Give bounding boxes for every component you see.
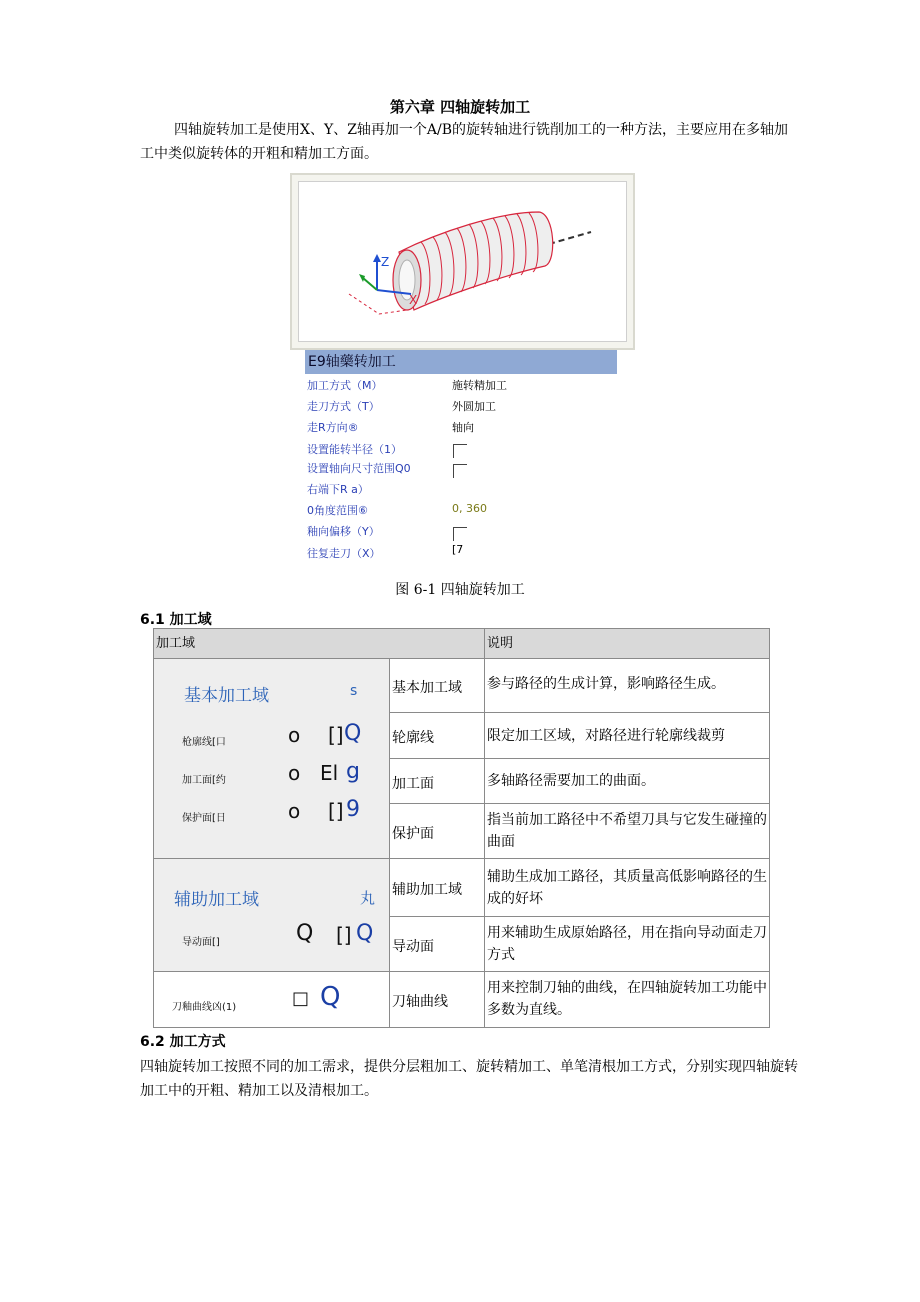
section-6-2-paragraph: 四轴旋转加工按照不同的加工需求，提供分层粗加工、旋转精加工、单笔清根加工方式，分别实现四轴旋转加工中的开粗、精加工以及清根加工。 — [140, 1059, 798, 1099]
row-name-contour: 轮廓线 — [389, 712, 485, 759]
param-value-angle-range[interactable]: 0, 360 — [452, 502, 487, 515]
row-desc-aux-domain: 辅助生成加工路径，其质量高低影响路径的生成的好坏 — [484, 858, 770, 917]
aux-domain-title: 辅助加工域 — [174, 890, 259, 910]
param-label-axial-offset: 釉向偏移（Y） — [307, 525, 380, 538]
z-axis-label: Z — [381, 255, 390, 269]
protect-surface-select-button[interactable]: [] — [328, 799, 344, 823]
aux-domain-suffix: 丸 — [360, 889, 376, 907]
basic-domain-suffix: s — [350, 683, 358, 699]
protect-surface-label: 保护面[日 — [182, 813, 226, 824]
guide-surface-option-q[interactable]: Q — [296, 921, 314, 946]
row-desc-guide-surface: 用来辅助生成原始路径，用在指向导动面走刀方式 — [484, 916, 770, 972]
table-header-desc: 说明 — [484, 628, 770, 659]
axial-offset-checkbox[interactable] — [453, 527, 467, 541]
section-6-1-heading: 6.1 加工域 — [140, 612, 212, 628]
param-label-angle-range: 0角度范围⑥ — [307, 504, 368, 517]
chapter-title: 第六章 四轴旋转加工 — [389, 98, 531, 116]
basic-domain-title: 基本加工域 — [184, 686, 269, 706]
machining-domain-table — [153, 628, 770, 1028]
machining-surface-pick-icon[interactable]: g — [346, 759, 360, 784]
protect-surface-option-o[interactable]: o — [288, 799, 301, 823]
tool-axis-curve-checkbox[interactable]: □ — [292, 988, 310, 1009]
tool-axis-curve-pick-icon[interactable]: Q — [320, 982, 341, 1012]
row-name-machining-surface: 加工面 — [389, 758, 485, 804]
row-desc-machining-surface: 多轴路径需要加工的曲面。 — [484, 758, 770, 804]
rotation-axis-line — [549, 232, 591, 244]
machining-surface-label: 加工面[约 — [182, 775, 226, 786]
guide-surface-select-button[interactable]: [] — [336, 923, 352, 947]
param-label-mode: 加工方式（M） — [307, 379, 383, 392]
tool-axis-curve-panel — [153, 971, 390, 1028]
machining-surface-select-button[interactable]: El — [320, 761, 339, 785]
aux-domain-panel — [153, 858, 390, 972]
rotary-params-panel — [305, 350, 617, 560]
row-name-basic-domain: 基本加工域 — [389, 658, 485, 713]
y-axis-arrowhead — [359, 274, 365, 282]
row-desc-basic-domain: 参与路径的生成计算，影响路径生成。 — [484, 658, 770, 713]
param-label-zigzag: 往复走刀（X） — [307, 547, 381, 560]
part-body — [399, 212, 553, 310]
param-value-mode[interactable]: 施转精加工 — [452, 379, 507, 392]
contour-pick-icon[interactable]: Q — [344, 721, 362, 746]
intro-paragraph: 四轴旋转加工是使用X、Y、Z轴再加一个A/B的旋转轴进行铣削加工的一种方法，主要应用在多轴加工中类似旋转体的开粗和精加工方面。 — [140, 122, 789, 162]
param-label-direction: 走R方向® — [307, 421, 359, 434]
row-name-tool-axis-curve: 刀轴曲线 — [389, 971, 485, 1028]
row-desc-contour: 限定加工区域，对路径进行轮廓线裁剪 — [484, 712, 770, 759]
basic-domain-panel — [153, 658, 390, 859]
section-6-2-heading: 6.2 加工方式 — [140, 1034, 226, 1050]
row-name-protect-surface: 保护面 — [389, 803, 485, 859]
contour-select-button[interactable]: [] — [328, 723, 344, 747]
figure-canvas — [298, 181, 627, 342]
row-desc-protect-surface: 指当前加工路径中不希望刀具与它发生碰撞的曲面 — [484, 803, 770, 859]
contour-option-o[interactable]: o — [288, 723, 301, 747]
row-name-aux-domain: 辅助加工域 — [389, 858, 485, 917]
radius-checkbox[interactable] — [453, 444, 467, 458]
tool-axis-curve-label: 刀釉曲线凶(1) — [172, 1002, 237, 1013]
param-label-axial-range: 设置轴向尺寸范围Q0 — [307, 462, 411, 475]
axial-range-checkbox[interactable] — [453, 464, 467, 478]
figure-caption: 图 6-1 四轴旋转加工 — [395, 582, 525, 598]
rotary-part-illustration — [299, 182, 630, 345]
y-axis-arrow — [363, 278, 377, 290]
table-header-domain: 加工域 — [153, 628, 486, 659]
z-axis-arrowhead — [373, 254, 381, 262]
row-desc-tool-axis-curve: 用来控制刀轴的曲线，在四轴旋转加工功能中多数为直线。 — [484, 971, 770, 1028]
param-value-direction[interactable]: 轴向 — [452, 421, 474, 434]
rotary-machining-figure — [290, 173, 635, 350]
guide-surface-label: 导动面[] — [182, 937, 220, 948]
param-value-toolpath[interactable]: 外圆加工 — [452, 400, 496, 413]
param-label-right-end: 右端下R a） — [307, 483, 369, 496]
param-label-radius: 设置能转半径（1） — [307, 443, 402, 456]
x-axis-label: X — [409, 293, 418, 307]
param-label-toolpath: 走刀方式（T） — [307, 400, 380, 413]
contour-label: 枪廓线[口 — [182, 737, 226, 748]
guide-surface-pick-icon[interactable]: Q — [356, 921, 374, 946]
machining-surface-option-o[interactable]: o — [288, 761, 301, 785]
row-name-guide-surface: 导动面 — [389, 916, 485, 972]
panel-header: E9轴藥转加工 — [305, 350, 617, 374]
param-value-zigzag[interactable]: [7 — [452, 543, 464, 556]
protect-surface-pick-icon[interactable]: 9 — [346, 797, 360, 822]
